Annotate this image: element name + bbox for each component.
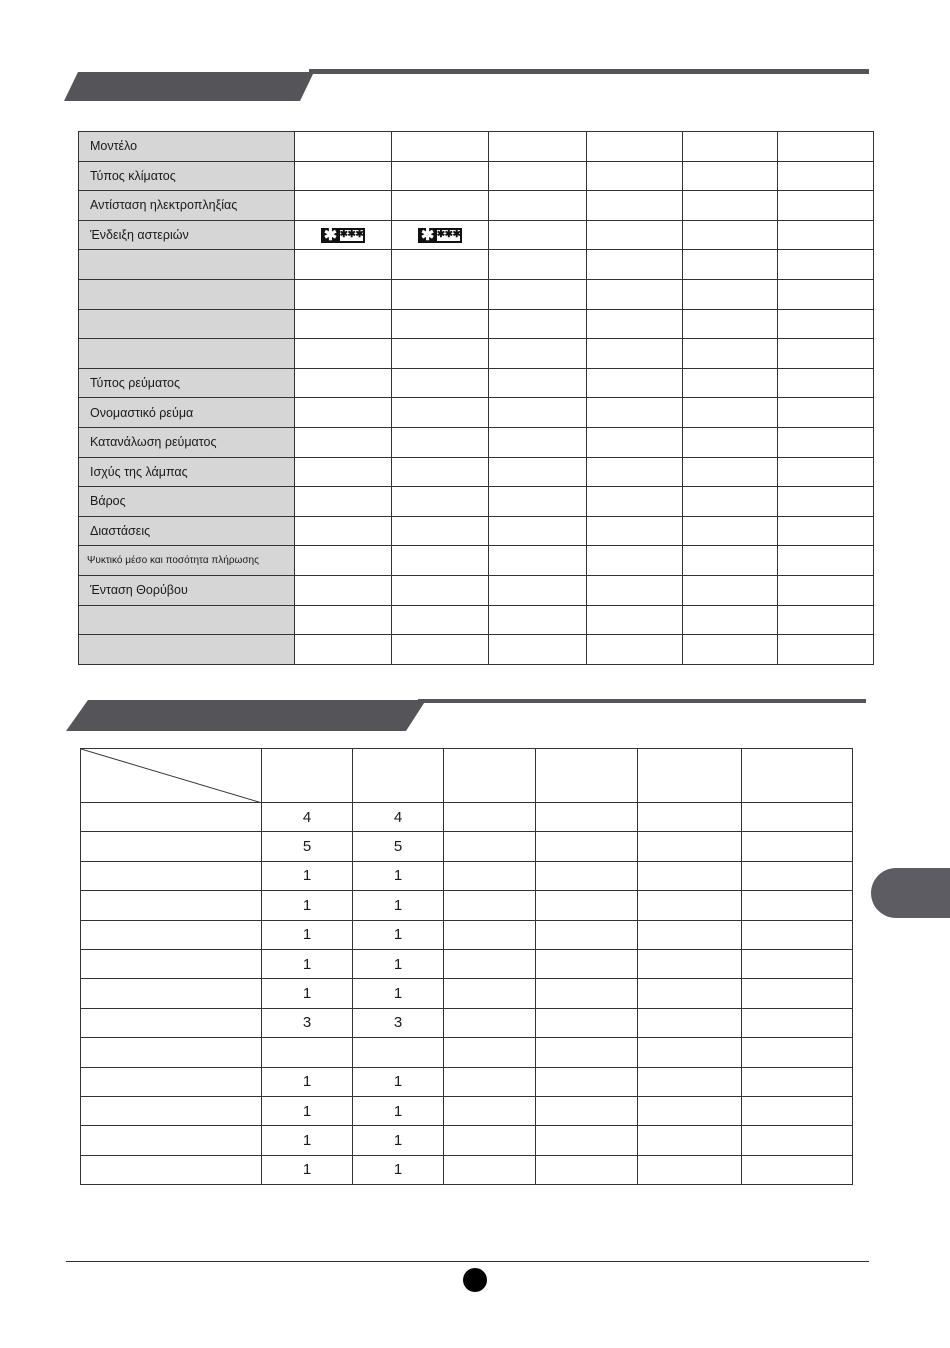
spec-row bbox=[79, 516, 874, 546]
spec-value-cell bbox=[682, 635, 777, 665]
accessory-quantity-cell bbox=[742, 803, 853, 832]
spec-value-cell bbox=[682, 250, 777, 280]
spec-value-cell bbox=[777, 132, 873, 162]
spec-row bbox=[79, 279, 874, 309]
specifications-table bbox=[78, 131, 874, 665]
spec-value-cell bbox=[392, 250, 489, 280]
spec-value-cell bbox=[586, 339, 682, 369]
spec-value-cell bbox=[392, 220, 489, 250]
spec-value-cell bbox=[586, 487, 682, 517]
accessory-quantity-cell bbox=[444, 1126, 536, 1155]
spec-value-cell bbox=[586, 398, 682, 428]
accessory-quantity-cell bbox=[638, 1155, 742, 1184]
accessory-quantity-cell bbox=[353, 1038, 444, 1067]
accessory-quantity-cell bbox=[742, 920, 853, 949]
accessory-quantity-cell: 1 bbox=[353, 891, 444, 920]
accessory-quantity-cell bbox=[638, 861, 742, 890]
accessory-quantity-cell bbox=[536, 832, 638, 861]
spec-label: Ένταση Θορύβου bbox=[79, 575, 295, 605]
spec-value-cell bbox=[586, 250, 682, 280]
accessory-quantity-cell bbox=[638, 803, 742, 832]
accessory-label bbox=[81, 1038, 262, 1067]
spec-label bbox=[79, 309, 295, 339]
accessory-quantity-cell bbox=[444, 920, 536, 949]
spec-value-cell bbox=[295, 220, 392, 250]
accessory-quantity-cell bbox=[742, 1126, 853, 1155]
spec-label bbox=[79, 635, 295, 665]
spec-value-cell bbox=[392, 132, 489, 162]
accessories-header-row bbox=[81, 749, 853, 803]
spec-row bbox=[79, 487, 874, 517]
spec-value-cell bbox=[777, 191, 873, 221]
spec-row bbox=[79, 309, 874, 339]
accessories-row bbox=[81, 1067, 853, 1096]
spec-value-cell bbox=[682, 191, 777, 221]
spec-value-cell bbox=[682, 487, 777, 517]
spec-value-cell bbox=[489, 605, 586, 635]
accessory-label bbox=[81, 803, 262, 832]
accessory-quantity-cell bbox=[444, 1038, 536, 1067]
accessory-quantity-cell: 1 bbox=[262, 949, 353, 978]
accessory-quantity-cell bbox=[742, 1096, 853, 1125]
accessory-quantity-cell bbox=[444, 891, 536, 920]
accessory-quantity-cell: 1 bbox=[262, 920, 353, 949]
spec-value-cell bbox=[682, 132, 777, 162]
spec-value-cell bbox=[489, 309, 586, 339]
spec-row bbox=[79, 398, 874, 428]
accessory-quantity-cell bbox=[638, 1067, 742, 1096]
spec-row bbox=[79, 250, 874, 280]
spec-row bbox=[79, 339, 874, 369]
accessories-row bbox=[81, 1126, 853, 1155]
spec-value-cell bbox=[489, 516, 586, 546]
accessory-label bbox=[81, 1126, 262, 1155]
spec-value-cell bbox=[489, 132, 586, 162]
spec-value-cell bbox=[682, 516, 777, 546]
accessory-quantity-cell bbox=[444, 1155, 536, 1184]
star-rating-badge-icon bbox=[418, 228, 462, 243]
accessory-quantity-cell bbox=[444, 949, 536, 978]
spec-value-cell bbox=[586, 191, 682, 221]
accessory-quantity-cell bbox=[536, 891, 638, 920]
spec-row bbox=[79, 546, 874, 576]
spec-label: Ισχύς της λάμπας bbox=[79, 457, 295, 487]
accessory-quantity-cell bbox=[444, 1008, 536, 1037]
spec-value-cell bbox=[489, 191, 586, 221]
accessory-quantity-cell bbox=[536, 1126, 638, 1155]
spec-value-cell bbox=[586, 427, 682, 457]
spec-value-cell bbox=[777, 279, 873, 309]
spec-value-cell bbox=[586, 368, 682, 398]
accessories-row bbox=[81, 1096, 853, 1125]
accessories-row bbox=[81, 1155, 853, 1184]
accessory-quantity-cell bbox=[742, 1067, 853, 1096]
accessory-quantity-cell: 1 bbox=[353, 1067, 444, 1096]
accessories-row bbox=[81, 920, 853, 949]
accessory-quantity-cell bbox=[742, 1038, 853, 1067]
spec-row bbox=[79, 457, 874, 487]
spec-value-cell bbox=[682, 309, 777, 339]
accessory-quantity-cell bbox=[444, 803, 536, 832]
spec-value-cell bbox=[777, 546, 873, 576]
accessories-header-cell bbox=[536, 749, 638, 803]
spec-row bbox=[79, 635, 874, 665]
spec-value-cell bbox=[489, 427, 586, 457]
spec-value-cell bbox=[392, 279, 489, 309]
spec-value-cell bbox=[295, 309, 392, 339]
accessory-quantity-cell bbox=[444, 861, 536, 890]
accessory-quantity-cell: 1 bbox=[262, 861, 353, 890]
accessory-quantity-cell: 1 bbox=[262, 1126, 353, 1155]
spec-value-cell bbox=[489, 457, 586, 487]
accessory-label bbox=[81, 920, 262, 949]
spec-label: Τύπος κλίματος bbox=[79, 161, 295, 191]
accessory-quantity-cell bbox=[536, 1038, 638, 1067]
spec-value-cell bbox=[489, 279, 586, 309]
spec-value-cell bbox=[777, 309, 873, 339]
spec-row bbox=[79, 368, 874, 398]
spec-label bbox=[79, 339, 295, 369]
section-banner-accessories bbox=[66, 698, 868, 734]
spec-label: Διαστάσεις bbox=[79, 516, 295, 546]
accessory-quantity-cell bbox=[536, 949, 638, 978]
accessory-quantity-cell bbox=[742, 832, 853, 861]
accessory-quantity-cell bbox=[638, 1126, 742, 1155]
spec-value-cell bbox=[392, 398, 489, 428]
spec-value-cell bbox=[489, 161, 586, 191]
spec-value-cell bbox=[777, 516, 873, 546]
accessory-quantity-cell bbox=[444, 832, 536, 861]
spec-value-cell bbox=[682, 368, 777, 398]
spec-value-cell bbox=[489, 487, 586, 517]
accessory-quantity-cell bbox=[638, 1038, 742, 1067]
accessory-quantity-cell bbox=[536, 979, 638, 1008]
spec-value-cell bbox=[777, 605, 873, 635]
accessory-label bbox=[81, 832, 262, 861]
spec-value-cell bbox=[777, 250, 873, 280]
spec-value-cell bbox=[392, 309, 489, 339]
spec-value-cell bbox=[489, 635, 586, 665]
spec-label bbox=[79, 250, 295, 280]
accessory-quantity-cell: 1 bbox=[262, 1067, 353, 1096]
spec-value-cell bbox=[682, 457, 777, 487]
accessory-label bbox=[81, 1096, 262, 1125]
spec-value-cell bbox=[586, 279, 682, 309]
accessory-quantity-cell bbox=[536, 1008, 638, 1037]
diagonal-line-icon bbox=[81, 749, 262, 803]
accessory-label bbox=[81, 861, 262, 890]
spec-value-cell bbox=[682, 339, 777, 369]
accessory-quantity-cell bbox=[536, 1155, 638, 1184]
spec-value-cell bbox=[392, 427, 489, 457]
accessories-header-cell bbox=[262, 749, 353, 803]
spec-value-cell bbox=[392, 339, 489, 369]
spec-value-cell bbox=[295, 546, 392, 576]
spec-value-cell bbox=[295, 368, 392, 398]
accessory-quantity-cell: 1 bbox=[262, 1096, 353, 1125]
spec-value-cell bbox=[392, 575, 489, 605]
spec-value-cell bbox=[392, 605, 489, 635]
spec-row bbox=[79, 220, 874, 250]
spec-value-cell bbox=[682, 220, 777, 250]
spec-value-cell bbox=[295, 191, 392, 221]
spec-value-cell bbox=[586, 546, 682, 576]
spec-value-cell bbox=[586, 309, 682, 339]
spec-row bbox=[79, 132, 874, 162]
accessory-quantity-cell bbox=[742, 891, 853, 920]
accessory-label bbox=[81, 891, 262, 920]
accessories-row bbox=[81, 949, 853, 978]
spec-value-cell bbox=[682, 279, 777, 309]
accessory-label bbox=[81, 1067, 262, 1096]
accessories-row bbox=[81, 1008, 853, 1037]
spec-value-cell bbox=[586, 457, 682, 487]
spec-value-cell bbox=[682, 427, 777, 457]
accessory-quantity-cell: 1 bbox=[353, 1155, 444, 1184]
big-star-icon: ✱ bbox=[420, 226, 435, 244]
accessories-row bbox=[81, 1038, 853, 1067]
spec-value-cell bbox=[682, 605, 777, 635]
chapter-side-tab bbox=[871, 868, 950, 918]
accessories-table bbox=[80, 748, 853, 1185]
accessory-quantity-cell: 5 bbox=[262, 832, 353, 861]
spec-value-cell bbox=[392, 487, 489, 517]
accessories-row bbox=[81, 832, 853, 861]
spec-value-cell bbox=[295, 635, 392, 665]
spec-value-cell bbox=[586, 132, 682, 162]
spec-value-cell bbox=[489, 575, 586, 605]
footer-divider bbox=[66, 1261, 869, 1262]
accessory-quantity-cell: 1 bbox=[353, 1096, 444, 1125]
spec-value-cell bbox=[682, 161, 777, 191]
accessories-header-cell bbox=[638, 749, 742, 803]
spec-value-cell bbox=[586, 161, 682, 191]
diagonal-header-cell bbox=[81, 749, 262, 803]
spec-value-cell bbox=[586, 605, 682, 635]
accessory-label bbox=[81, 979, 262, 1008]
spec-value-cell bbox=[392, 191, 489, 221]
spec-row bbox=[79, 605, 874, 635]
accessories-row bbox=[81, 861, 853, 890]
spec-value-cell bbox=[682, 546, 777, 576]
spec-label: Κατανάλωση ρεύματος bbox=[79, 427, 295, 457]
spec-value-cell bbox=[586, 220, 682, 250]
accessory-quantity-cell: 1 bbox=[353, 861, 444, 890]
accessory-quantity-cell bbox=[444, 1096, 536, 1125]
accessories-header-cell bbox=[353, 749, 444, 803]
accessories-header-cell bbox=[742, 749, 853, 803]
accessory-quantity-cell: 1 bbox=[262, 1155, 353, 1184]
spec-value-cell bbox=[682, 575, 777, 605]
spec-value-cell bbox=[295, 427, 392, 457]
accessory-quantity-cell: 1 bbox=[262, 979, 353, 1008]
spec-label: Ένδειξη αστεριών bbox=[79, 220, 295, 250]
spec-label: Ψυκτικό μέσο και ποσότητα πλήρωσης bbox=[79, 546, 295, 576]
spec-value-cell bbox=[777, 635, 873, 665]
accessories-row bbox=[81, 979, 853, 1008]
spec-value-cell bbox=[295, 398, 392, 428]
spec-label bbox=[79, 279, 295, 309]
accessory-quantity-cell bbox=[742, 949, 853, 978]
accessory-quantity-cell bbox=[444, 979, 536, 1008]
accessory-quantity-cell bbox=[638, 949, 742, 978]
spec-value-cell bbox=[295, 457, 392, 487]
spec-row bbox=[79, 191, 874, 221]
spec-label: Αντίσταση ηλεκτροπληξίας bbox=[79, 191, 295, 221]
spec-row bbox=[79, 161, 874, 191]
spec-label: Ονομαστικό ρεύμα bbox=[79, 398, 295, 428]
spec-value-cell bbox=[586, 575, 682, 605]
accessory-quantity-cell: 3 bbox=[353, 1008, 444, 1037]
spec-value-cell bbox=[392, 546, 489, 576]
spec-value-cell bbox=[295, 132, 392, 162]
accessories-row bbox=[81, 803, 853, 832]
spec-value-cell bbox=[489, 220, 586, 250]
spec-value-cell bbox=[295, 487, 392, 517]
spec-label bbox=[79, 605, 295, 635]
spec-value-cell bbox=[489, 368, 586, 398]
spec-label: Τύπος ρεύματος bbox=[79, 368, 295, 398]
spec-value-cell bbox=[295, 575, 392, 605]
accessory-quantity-cell bbox=[638, 979, 742, 1008]
spec-value-cell bbox=[392, 457, 489, 487]
spec-value-cell bbox=[586, 635, 682, 665]
spec-value-cell bbox=[777, 161, 873, 191]
page-number-dot bbox=[463, 1268, 487, 1292]
accessory-quantity-cell: 1 bbox=[353, 979, 444, 1008]
spec-value-cell bbox=[489, 250, 586, 280]
three-stars-icon: ✱✱✱ bbox=[436, 228, 461, 240]
accessory-quantity-cell: 1 bbox=[353, 920, 444, 949]
spec-value-cell bbox=[777, 220, 873, 250]
accessory-quantity-cell bbox=[638, 832, 742, 861]
accessory-quantity-cell bbox=[742, 1155, 853, 1184]
spec-value-cell bbox=[777, 457, 873, 487]
spec-value-cell bbox=[489, 546, 586, 576]
accessory-quantity-cell bbox=[638, 1096, 742, 1125]
accessory-label bbox=[81, 1155, 262, 1184]
spec-value-cell bbox=[295, 250, 392, 280]
spec-value-cell bbox=[777, 398, 873, 428]
spec-value-cell bbox=[392, 635, 489, 665]
spec-value-cell bbox=[777, 487, 873, 517]
accessory-quantity-cell bbox=[536, 920, 638, 949]
accessory-quantity-cell: 1 bbox=[353, 949, 444, 978]
spec-value-cell bbox=[777, 368, 873, 398]
accessory-quantity-cell bbox=[536, 803, 638, 832]
accessory-quantity-cell bbox=[536, 1067, 638, 1096]
accessory-quantity-cell bbox=[638, 920, 742, 949]
spec-value-cell bbox=[392, 161, 489, 191]
accessories-header-cell bbox=[444, 749, 536, 803]
spec-label: Μοντέλο bbox=[79, 132, 295, 162]
accessory-quantity-cell: 4 bbox=[353, 803, 444, 832]
accessory-quantity-cell: 4 bbox=[262, 803, 353, 832]
accessory-quantity-cell bbox=[536, 1096, 638, 1125]
three-stars-icon: ✱✱✱ bbox=[339, 228, 364, 240]
accessory-quantity-cell bbox=[742, 1008, 853, 1037]
spec-value-cell bbox=[777, 575, 873, 605]
spec-value-cell bbox=[295, 605, 392, 635]
accessory-quantity-cell bbox=[742, 861, 853, 890]
spec-value-cell bbox=[295, 339, 392, 369]
spec-value-cell bbox=[586, 516, 682, 546]
spec-row bbox=[79, 427, 874, 457]
accessory-quantity-cell: 1 bbox=[262, 891, 353, 920]
accessory-quantity-cell bbox=[444, 1067, 536, 1096]
spec-value-cell bbox=[392, 368, 489, 398]
accessory-label bbox=[81, 1008, 262, 1037]
accessories-row bbox=[81, 891, 853, 920]
spec-value-cell bbox=[295, 516, 392, 546]
accessory-quantity-cell bbox=[638, 1008, 742, 1037]
big-star-icon: ✱ bbox=[323, 226, 338, 244]
accessory-quantity-cell bbox=[638, 891, 742, 920]
accessory-quantity-cell: 3 bbox=[262, 1008, 353, 1037]
spec-row bbox=[79, 575, 874, 605]
section-banner-specifications bbox=[64, 68, 870, 104]
accessory-quantity-cell bbox=[742, 979, 853, 1008]
spec-value-cell bbox=[489, 339, 586, 369]
star-rating-badge-icon bbox=[321, 228, 365, 243]
spec-value-cell bbox=[295, 279, 392, 309]
spec-value-cell bbox=[777, 427, 873, 457]
spec-value-cell bbox=[489, 398, 586, 428]
spec-value-cell bbox=[392, 516, 489, 546]
accessory-quantity-cell bbox=[536, 861, 638, 890]
spec-value-cell bbox=[682, 398, 777, 428]
spec-label: Βάρος bbox=[79, 487, 295, 517]
spec-value-cell bbox=[295, 161, 392, 191]
accessory-label bbox=[81, 949, 262, 978]
accessory-quantity-cell bbox=[262, 1038, 353, 1067]
spec-value-cell bbox=[777, 339, 873, 369]
accessory-quantity-cell: 1 bbox=[353, 1126, 444, 1155]
accessory-quantity-cell: 5 bbox=[353, 832, 444, 861]
